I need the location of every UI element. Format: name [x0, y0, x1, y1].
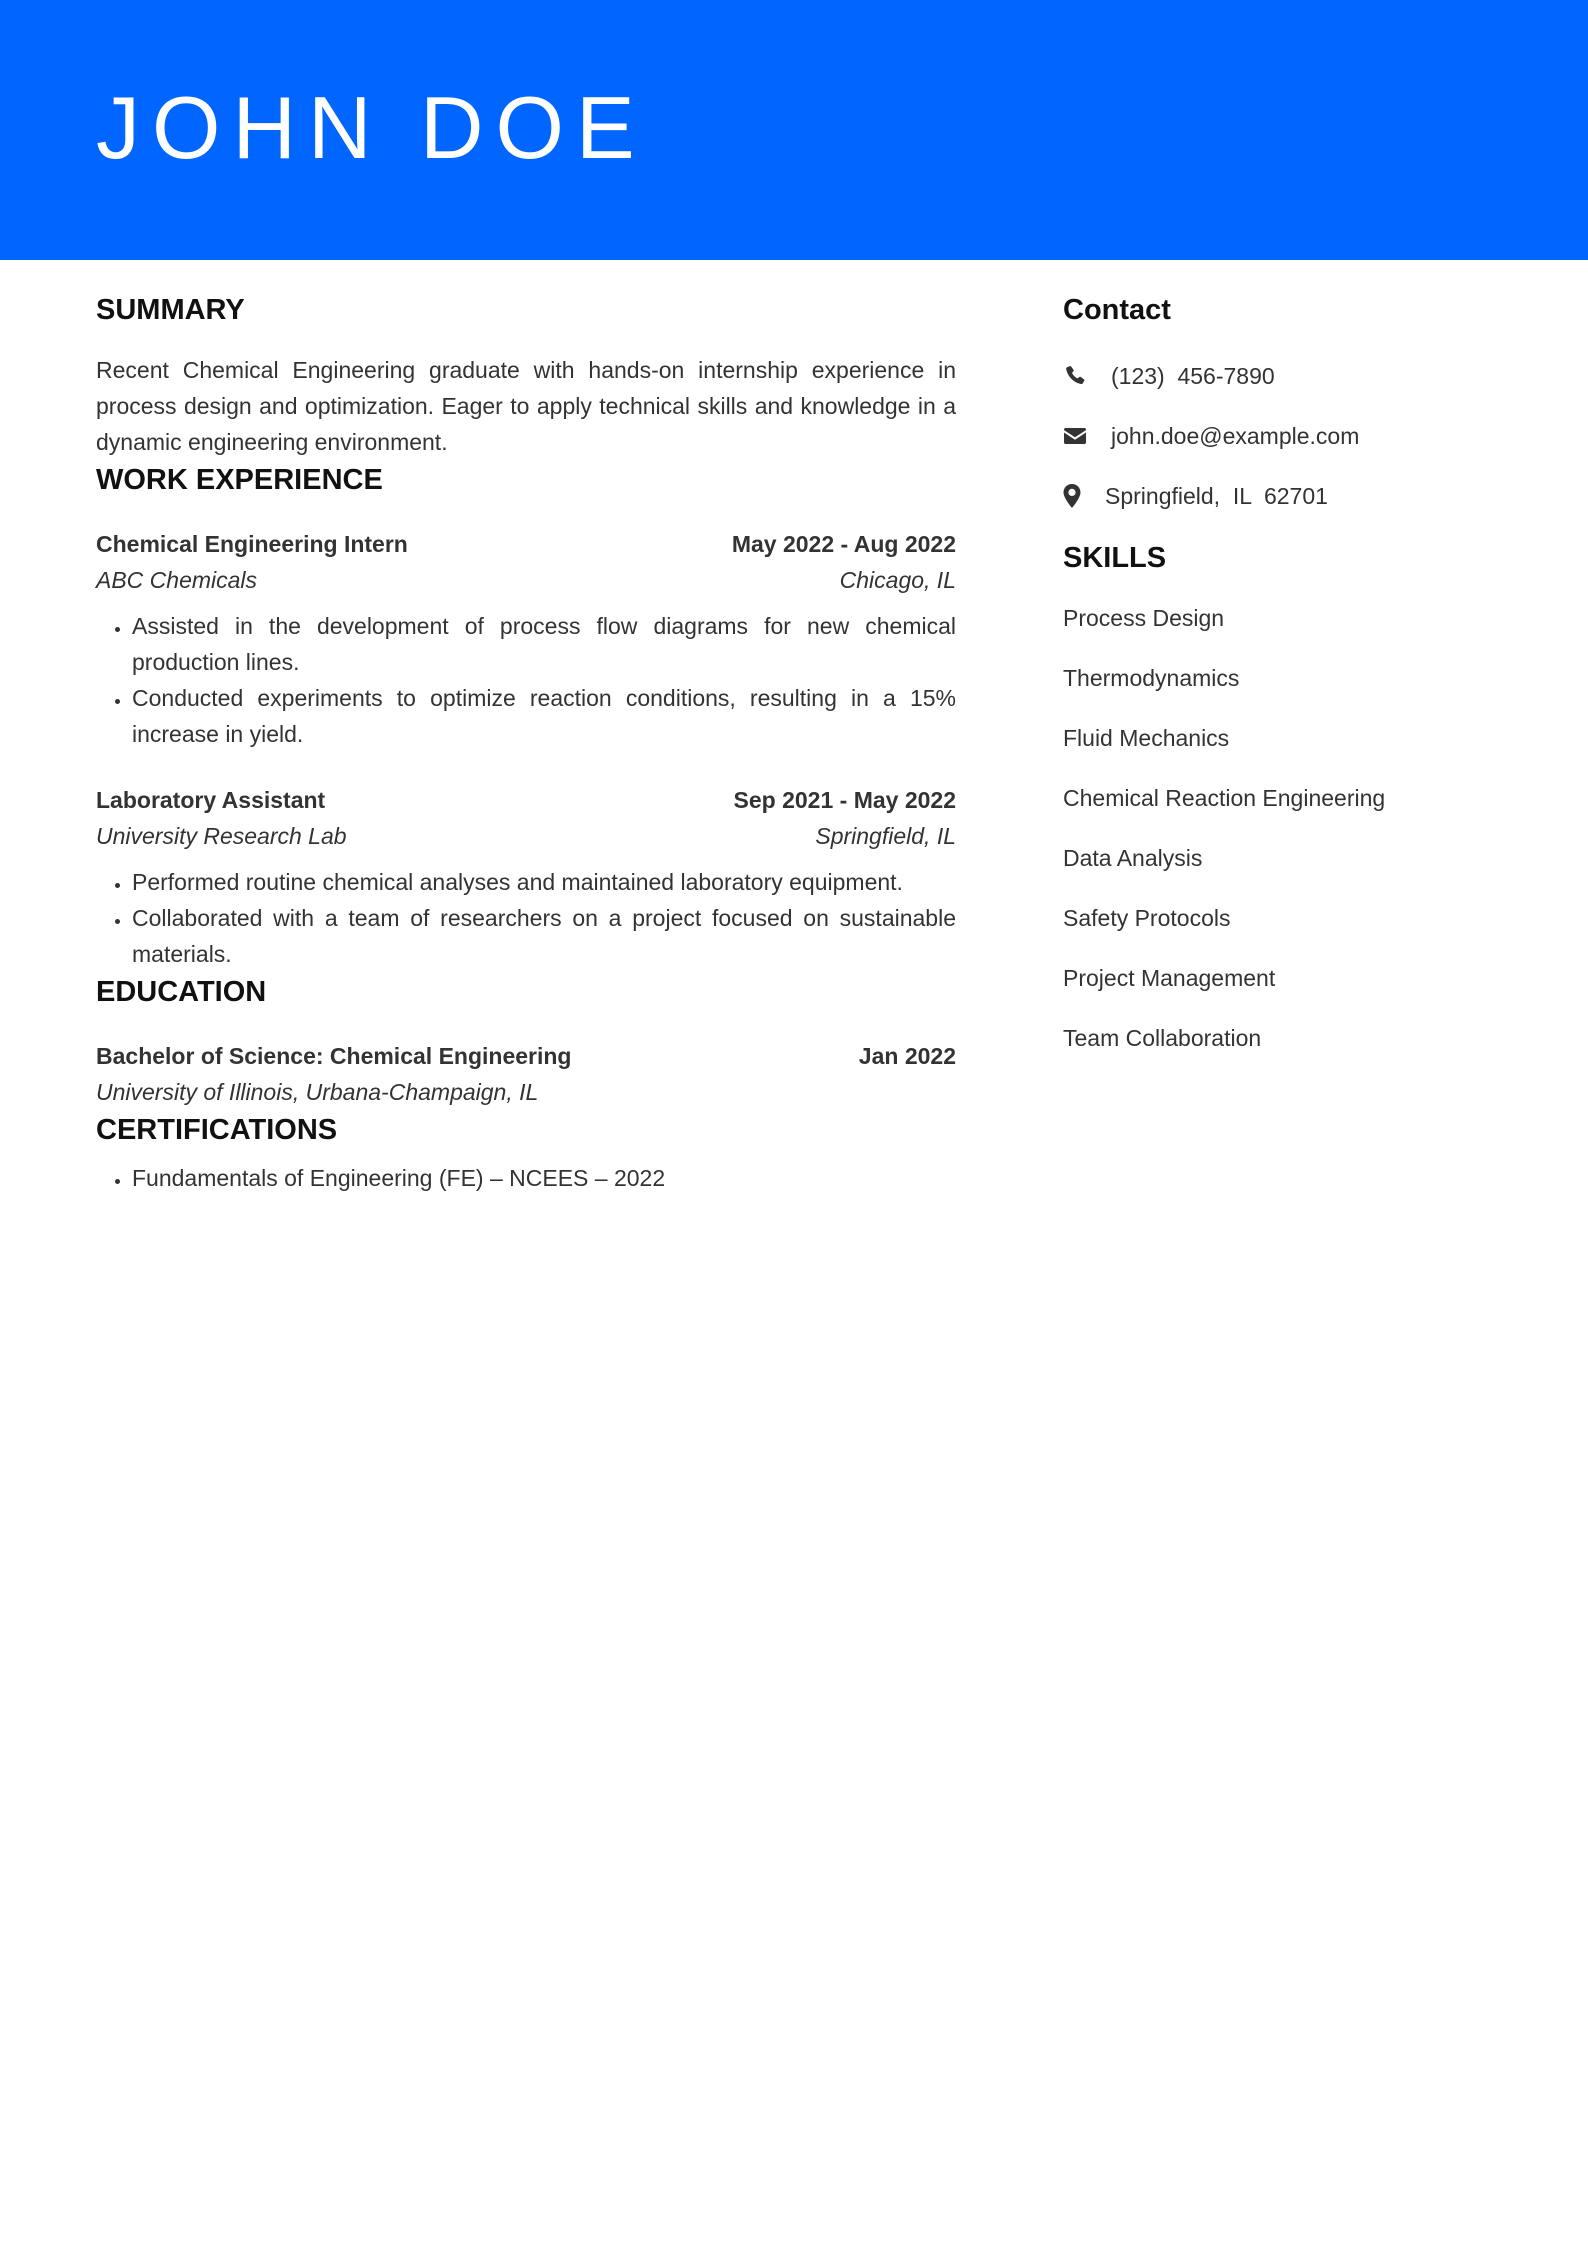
work-experience-section — [96, 460, 956, 972]
contact-heading: Contact — [1063, 294, 1171, 326]
skills-section — [1063, 538, 1523, 1056]
job-location: Springfield, IL — [815, 823, 956, 849]
contact-email — [1063, 418, 1523, 454]
skills-list — [1063, 600, 1523, 1056]
degree: Bachelor of Science: Chemical Engineering — [96, 1043, 572, 1069]
skill-item: Team Collaboration — [1063, 1025, 1262, 1051]
contact-phone-text: (123) 456-7890 — [1111, 362, 1275, 389]
skill-item: Process Design — [1063, 605, 1225, 631]
education-heading: EDUCATION — [96, 976, 267, 1008]
sidebar — [1063, 290, 1523, 1080]
certifications-heading: CERTIFICATIONS — [96, 1114, 338, 1146]
graduation-date: Jan 2022 — [858, 1043, 956, 1069]
skill-item: Fluid Mechanics — [1063, 725, 1230, 751]
summary-heading: SUMMARY — [96, 294, 245, 326]
summary-section — [96, 290, 956, 460]
map-marker-icon — [1063, 484, 1105, 508]
job-bullet: • Assisted in the development of process flow diagrams for new chemical production lines. — [132, 608, 956, 680]
contact-email-text: john.doe@example.com — [1111, 422, 1360, 449]
job-location: Chicago, IL — [839, 567, 956, 593]
job-bullet: • Performed routine chemical analyses and maintained laboratory equipment. — [132, 864, 956, 900]
header-banner — [0, 0, 1588, 260]
job-role: Chemical Engineering Intern — [96, 531, 408, 557]
job-company: ABC Chemicals — [96, 567, 258, 593]
job-dates: Sep 2021 - May 2022 — [733, 787, 956, 813]
skill-item: Data Analysis — [1063, 845, 1203, 871]
envelope-icon — [1063, 426, 1111, 446]
contact-phone — [1063, 358, 1523, 394]
job-company: University Research Lab — [96, 823, 347, 849]
main-column — [96, 290, 956, 1196]
skill-item: Project Management — [1063, 965, 1276, 991]
education-section — [96, 972, 956, 1110]
contact-address — [1063, 478, 1523, 514]
contact-address-text: Springfield, IL 62701 — [1105, 482, 1328, 509]
skill-item: Safety Protocols — [1063, 905, 1231, 931]
job-bullet: • Conducted experiments to optimize reaction conditions, resulting in a 15% increase in yield. — [132, 680, 956, 752]
certification-item: • Fundamentals of Engineering (FE) – NCEES – 2022 — [132, 1160, 956, 1196]
skill-item: Thermodynamics — [1063, 665, 1240, 691]
job-entry — [96, 526, 956, 752]
contact-section — [1063, 290, 1523, 514]
job-bullet: • Collaborated with a team of researchers on a project focused on sustainable materials. — [132, 900, 956, 972]
skills-heading: SKILLS — [1063, 542, 1167, 574]
school: University of Illinois, Urbana-Champaign, IL — [96, 1079, 539, 1105]
summary-text: Recent Chemical Engineering graduate with hands-on internship experience in process design and optimization. Eager to apply technical skills and knowledge in a dynamic engineering environment. — [96, 357, 956, 455]
job-entry — [96, 782, 956, 972]
education-entry — [96, 1038, 956, 1110]
skill-item: Chemical Reaction Engineering — [1063, 785, 1386, 811]
certifications-section — [96, 1110, 956, 1196]
candidate-name: JOHN DOE — [96, 78, 647, 177]
work-experience-heading: WORK EXPERIENCE — [96, 464, 383, 496]
job-dates: May 2022 - Aug 2022 — [731, 531, 956, 557]
certifications-list — [96, 1160, 956, 1196]
job-bullets — [96, 864, 956, 972]
phone-icon — [1063, 364, 1111, 388]
job-role: Laboratory Assistant — [96, 787, 326, 813]
job-bullets — [96, 608, 956, 752]
